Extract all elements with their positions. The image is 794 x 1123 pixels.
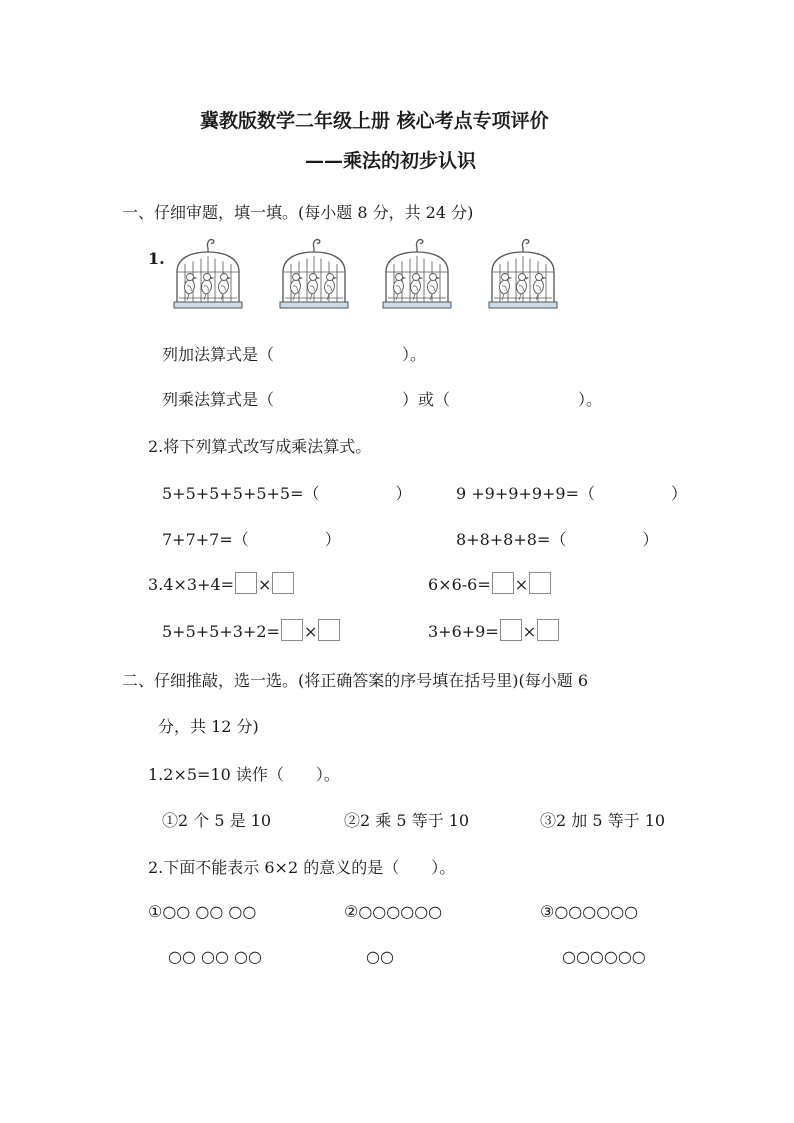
section2-heading-line1: 二、仔细推敲，选一选。(将正确答案的序号填在括号里)(每小题 6 — [122, 671, 588, 690]
s2-q2-option1-line1: ①○○ ○○ ○○ — [148, 902, 257, 921]
q2-left1: 5+5+5+5+5+5=（ ） — [162, 484, 412, 503]
page-title: 冀教版数学二年级上册 核心考点专项评价 — [200, 110, 549, 132]
answer-box[interactable] — [537, 619, 559, 641]
answer-box[interactable] — [500, 619, 522, 641]
q1-number: 1. — [148, 249, 165, 268]
s2-q2-option2-line1: ②○○○○○○ — [344, 902, 443, 921]
section2-heading-line2: 分，共 12 分) — [158, 717, 259, 736]
s2-q2-option3-line1: ③○○○○○○ — [540, 902, 639, 921]
q1-addition-prompt: 列加法算式是（ ）。 — [162, 345, 427, 364]
s2-q2-option1-line2: ○○ ○○ ○○ — [168, 947, 262, 966]
answer-box[interactable] — [281, 619, 303, 641]
q1-multiplication-prompt: 列乘法算式是（ ）或（ ）。 — [162, 390, 603, 409]
q3-left1: 3.4×3+4= × — [148, 572, 295, 594]
birdcage-icon — [382, 236, 452, 311]
answer-box[interactable] — [318, 619, 340, 641]
q3-right2: 3+6+9= × — [428, 619, 560, 641]
q2-right1: 9 +9+9+9+9=（ ） — [456, 484, 688, 503]
answer-box[interactable] — [235, 572, 257, 594]
answer-box[interactable] — [492, 572, 514, 594]
q3-left2: 5+5+5+3+2= × — [162, 619, 341, 641]
answer-box[interactable] — [272, 572, 294, 594]
s2-q1-option3: ③2 加 5 等于 10 — [540, 811, 666, 830]
q2-left2: 7+7+7=（ ） — [162, 530, 341, 549]
s2-q2-option2-line2: ○○ — [366, 947, 394, 966]
section1-heading: 一、仔细审题，填一填。(每小题 8 分，共 24 分) — [122, 203, 474, 222]
q3-right1: 6×6-6= × — [428, 572, 552, 594]
s2-q1-prompt: 1.2×5=10 读作（ ）。 — [148, 765, 340, 784]
birdcage-icon — [279, 236, 349, 311]
q2-right2: 8+8+8+8=（ ） — [456, 530, 659, 549]
s2-q2-prompt: 2.下面不能表示 6×2 的意义的是（ ）。 — [148, 858, 456, 877]
q2-prompt: 2.将下列算式改写成乘法算式。 — [148, 437, 372, 456]
s2-q1-option2: ②2 乘 5 等于 10 — [344, 811, 470, 830]
page-subtitle: ——乘法的初步认识 — [305, 150, 477, 172]
birdcage-icon — [488, 236, 558, 311]
s2-q1-option1: ①2 个 5 是 10 — [162, 811, 272, 830]
s2-q2-option3-line2: ○○○○○○ — [562, 947, 646, 966]
answer-box[interactable] — [529, 572, 551, 594]
birdcage-icon — [173, 236, 243, 311]
